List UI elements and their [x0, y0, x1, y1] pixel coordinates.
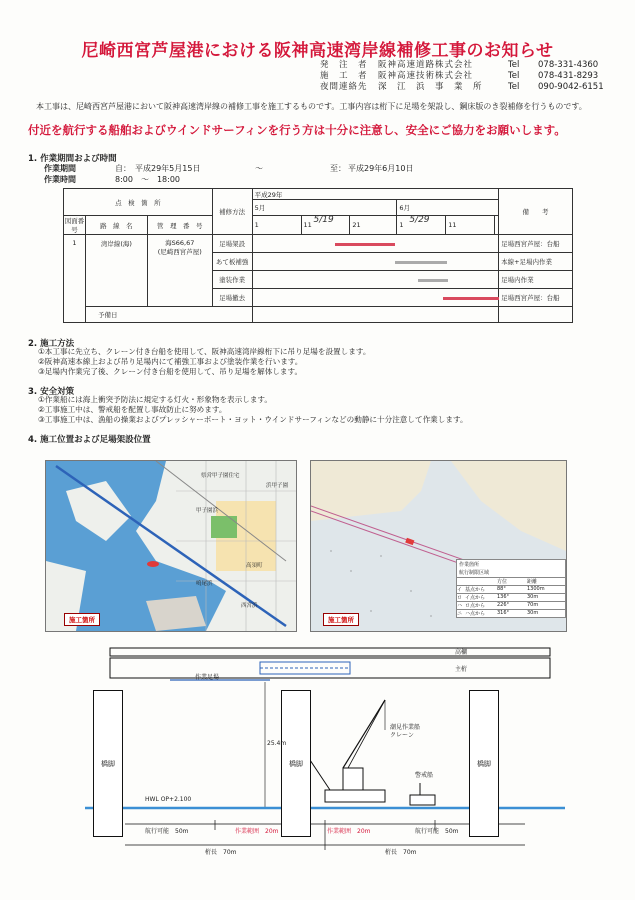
month-may: 5月 — [252, 200, 397, 216]
cell: 88° — [497, 586, 506, 592]
contact-row-orderer — [320, 60, 604, 71]
section1-heading: 1. 作業期間および時間 — [28, 154, 117, 164]
label-work-left: 作業範囲 20m — [235, 828, 279, 835]
section2-heading: 2. 施工方法 — [28, 339, 75, 349]
map-place-label: 鳴尾浜 — [196, 581, 213, 587]
gantt-bar-painting — [418, 279, 448, 282]
col-management: 管 理 番 号 — [147, 216, 212, 235]
header-year: 平成29年 — [252, 189, 498, 200]
intro-text: 本工事は、尼崎西宮芦屋港において阪神高速湾岸線の補修工事を施工するものです。工事内容は桁下に足場を架設し、鋼床版のき裂補修を行うものです。 — [36, 102, 587, 111]
period-tilde: 〜 — [255, 164, 263, 173]
cell: 基点から — [465, 587, 486, 593]
cell: 316° — [497, 610, 510, 616]
contact-role: 発 注 者 — [320, 60, 368, 70]
task-note — [499, 307, 573, 323]
header-check-points: 点 検 箇 所 — [64, 189, 213, 216]
work-hours: 8:00 〜 18:00 — [115, 175, 181, 184]
map-graphic — [46, 461, 296, 631]
cell: 1300m — [527, 586, 545, 592]
mgmt-number-line1: 海S66,67 — [165, 239, 195, 247]
tel-label: Tel — [508, 82, 520, 92]
location-map-right — [310, 460, 567, 632]
scaffold-diagram — [85, 640, 565, 880]
safety-list — [38, 395, 468, 425]
list-item: ②工事施工中は、警戒船を配置し事故防止に努めます。 — [38, 405, 227, 414]
route-name: 湾岸線(海) — [85, 235, 147, 307]
contact-org: 阪神高速道路株式会社 — [378, 60, 474, 70]
contact-row-night — [320, 82, 604, 93]
row-no: 1 — [64, 235, 86, 323]
label-span-left: 桁長 70m — [205, 849, 237, 856]
label-high-rail: 高欄 — [455, 649, 468, 656]
header-notes: 備 考 — [499, 189, 573, 235]
label-scaffold: 作業足場 — [195, 674, 220, 681]
work-site-label: 施工箇所 — [64, 613, 100, 626]
col-route: 路 線 名 — [85, 216, 147, 235]
cell: イ点から — [465, 595, 486, 601]
table-row — [457, 593, 565, 601]
pier-label: 橋脚 — [101, 759, 115, 768]
table-row — [457, 585, 565, 593]
task-note: 本線+足場内作業 — [499, 253, 573, 271]
tick-label: 11 — [303, 221, 312, 229]
handwritten-date: 5/19 — [313, 215, 334, 225]
section3-heading: 3. 安全対策 — [28, 387, 75, 397]
gantt-bar-removal — [443, 297, 499, 300]
label-height: 25.4m — [267, 740, 287, 747]
label-crane: クレーン — [390, 732, 414, 739]
gantt-bar-scaffold — [335, 243, 395, 246]
period-to: 平成29年6月10日 — [348, 164, 414, 173]
header-cell — [457, 578, 497, 585]
page-title: 尼崎西宮芦屋港における阪神高速湾岸線補修工事のお知らせ — [81, 41, 554, 61]
header-cell: 方位 — [497, 579, 508, 585]
task-note: 足場西宮芦屋：台船 — [499, 289, 573, 307]
spare-days: 予備日 — [85, 307, 252, 323]
contact-tel: 078-431-8293 — [538, 71, 599, 81]
cell: イ — [457, 587, 463, 593]
map-place-label: 県営甲子園住宅 — [201, 473, 240, 479]
contact-org: 阪神高速技術株式会社 — [378, 71, 474, 81]
pier-right — [469, 690, 499, 837]
work-site-label: 施工箇所 — [323, 613, 359, 626]
hours-label: 作業時間 — [44, 175, 76, 184]
schedule-table — [63, 188, 573, 323]
contact-role: 施 工 者 — [320, 71, 368, 81]
mgmt-number — [147, 235, 212, 307]
map-place-label: 高須町 — [246, 563, 263, 569]
tick-label: 1 — [399, 221, 404, 229]
gantt-bar-reinforce — [395, 261, 447, 264]
task-name: 足場撤去 — [212, 289, 252, 307]
contact-tel: 090-9042-6151 — [538, 82, 604, 92]
cell: ロ — [457, 595, 463, 601]
cell: ハ — [457, 603, 463, 609]
list-item: ①本工事に先立ち、クレーン付き台船を使用して、阪神高速湾岸線桁下に吊り足場を設置します。 — [38, 347, 371, 356]
task-name: あて板補強 — [212, 253, 252, 271]
pier-center — [281, 690, 311, 837]
gantt-cell — [252, 235, 498, 253]
task-note: 足場内作業 — [499, 271, 573, 289]
task-name: 足場架設 — [212, 235, 252, 253]
table-header — [457, 577, 565, 585]
navigation-limit-table — [456, 559, 566, 618]
pier-left — [93, 690, 123, 837]
table-row — [457, 601, 565, 609]
tick-may-11 — [301, 216, 350, 235]
cell: ニ — [457, 611, 463, 617]
method-list — [38, 347, 370, 377]
cell: 30m — [527, 594, 539, 600]
label-nav-left: 航行可能 50m — [145, 828, 189, 835]
label-span-right: 桁長 70m — [385, 849, 417, 856]
map-place-label: 甲子園浜 — [196, 508, 219, 514]
cell: 70m — [527, 602, 539, 608]
col-drawing-no: 図面番号 — [64, 217, 85, 234]
label-work-right: 作業範囲 20m — [327, 828, 371, 835]
contact-role: 夜間連絡先 — [320, 82, 368, 92]
contact-block — [320, 60, 604, 93]
label-crane-ship: 潮見作業船 — [390, 724, 421, 731]
handwritten-date: 5/29 — [409, 215, 430, 225]
tel-label: Tel — [508, 60, 520, 70]
gantt-cell — [252, 307, 498, 323]
map-place-label: 西宮浜 — [241, 603, 258, 609]
cell: 30m — [527, 610, 539, 616]
label-hwl: HWL OP+2.100 — [145, 796, 192, 803]
cell: 136° — [497, 594, 510, 600]
header-cell: 距離 — [527, 579, 538, 585]
gantt-cell — [252, 289, 498, 307]
list-item: ③工事施工中は、漁船の操業およびプレッシャーボート・ヨット・ウインドサーフィンなどの動静に十分注意して作業します。 — [38, 415, 468, 424]
contact-tel: 078-331-4360 — [538, 60, 599, 70]
section4-heading: 4. 施工位置および足場架設位置 — [28, 435, 151, 445]
table-title: 作業箇所 — [459, 562, 480, 568]
table-subtitle: 航行制限区域 — [459, 570, 490, 576]
pier-label: 橋脚 — [477, 759, 491, 768]
list-item: ①作業船には海上衝突予防法に規定する灯火・形象物を表示します。 — [38, 395, 273, 404]
list-item: ②阪神高速本線上および吊り足場内にて補強工事および塗装作業を行います。 — [38, 357, 303, 366]
tick-spacer — [495, 216, 499, 235]
contact-row-contractor — [320, 71, 604, 82]
location-map-left — [45, 460, 297, 632]
month-june: 6月 — [397, 200, 499, 216]
period-from: 平成29年5月15日 — [135, 164, 201, 173]
mgmt-number-line2: (尼崎西宮芦屋) — [157, 248, 202, 256]
tel-label: Tel — [508, 71, 520, 81]
tick-may-1: 1 — [252, 216, 301, 235]
label-main-girder: 主桁 — [455, 666, 468, 673]
label-guard-boat: 警戒船 — [415, 772, 434, 779]
pier-label: 橋脚 — [289, 759, 303, 768]
label-nav-right: 航行可能 50m — [415, 828, 459, 835]
period-label: 作業期間 — [44, 164, 76, 173]
header-method: 補修方法 — [212, 189, 252, 235]
cell: ロ点から — [465, 603, 486, 609]
tick-may-21: 21 — [350, 216, 397, 235]
table-row — [457, 609, 565, 617]
task-note: 足場西宮芦屋：台船 — [499, 235, 573, 253]
tick-june-1 — [397, 216, 446, 235]
map-place-label: 浜甲子園 — [266, 483, 289, 489]
gantt-cell — [252, 253, 498, 271]
cell: 226° — [497, 602, 510, 608]
tick-june-11: 11 — [446, 216, 495, 235]
contact-org: 深 江 浜 事 業 所 — [378, 82, 483, 92]
period-from-label: 自： — [115, 164, 131, 173]
gantt-cell — [252, 271, 498, 289]
warning-text: 付近を航行する船舶およびウインドサーフィンを行う方は十分に注意し、安全にご協力をお願いします。 — [28, 123, 566, 137]
task-name: 塗装作業 — [212, 271, 252, 289]
list-item: ③足場内作業完了後、クレーン付き台船を使用して、吊り足場を解体します。 — [38, 367, 303, 376]
period-to-label: 至： — [330, 164, 346, 173]
cell: ハ点から — [465, 611, 486, 617]
